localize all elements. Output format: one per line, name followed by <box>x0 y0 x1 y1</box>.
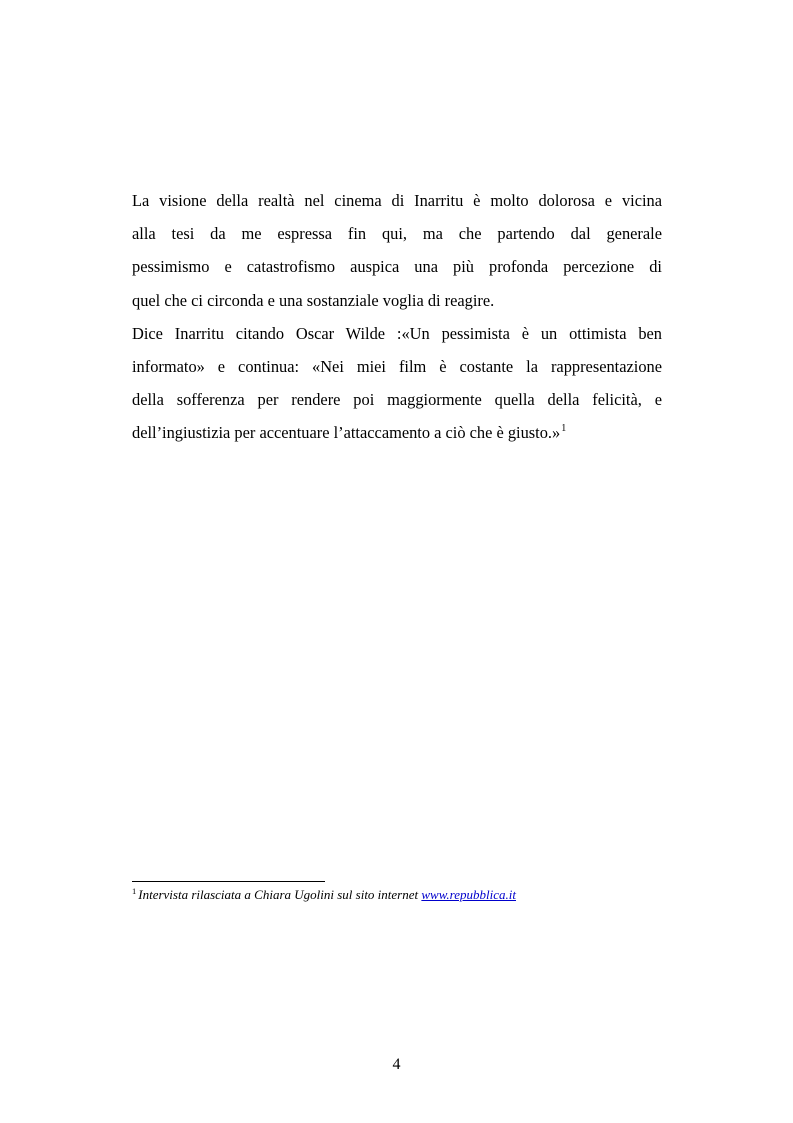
paragraph-2 <box>132 317 662 453</box>
footnote-text: Intervista rilasciata a Chiara Ugolini sul sito internet <box>138 887 422 902</box>
footnote <box>132 886 692 905</box>
paragraph-line: Dice Inarritu citando Oscar Wilde :«Un pessimista è un ottimista ben <box>132 323 662 343</box>
paragraph-line: pessimismo e catastrofismo auspica una più profonda percezione di <box>132 257 662 277</box>
footnote-link[interactable]: www.repubblica.it <box>421 887 516 902</box>
paragraph-line: quel che ci circonda e una sostanziale voglia di reagire. <box>132 290 495 310</box>
paragraph-line: La visione della realtà nel cinema di Inarritu è molto dolorosa e vicina <box>132 191 662 210</box>
body-text <box>132 184 662 453</box>
paragraph-line: della sofferenza per rendere poi maggiormente quella della felicità, e <box>132 390 662 410</box>
footnote-divider <box>132 881 325 882</box>
page-number: 4 <box>392 1056 401 1073</box>
paragraph-line: dell’ingiustizia per accentuare l’attaccamento a ciò che è giusto.» <box>132 423 561 443</box>
paragraph-line: informato» e continua: «Nei miei film è costante la rappresentazione <box>132 357 662 377</box>
footnote-reference[interactable]: 1 <box>561 423 567 435</box>
paragraph-line: alla tesi da me espressa fin qui, ma che partendo dal generale <box>132 224 662 244</box>
paragraph-1 <box>132 184 662 317</box>
footnote-marker: 1 <box>132 886 137 896</box>
paragraph-last-line <box>132 416 662 452</box>
